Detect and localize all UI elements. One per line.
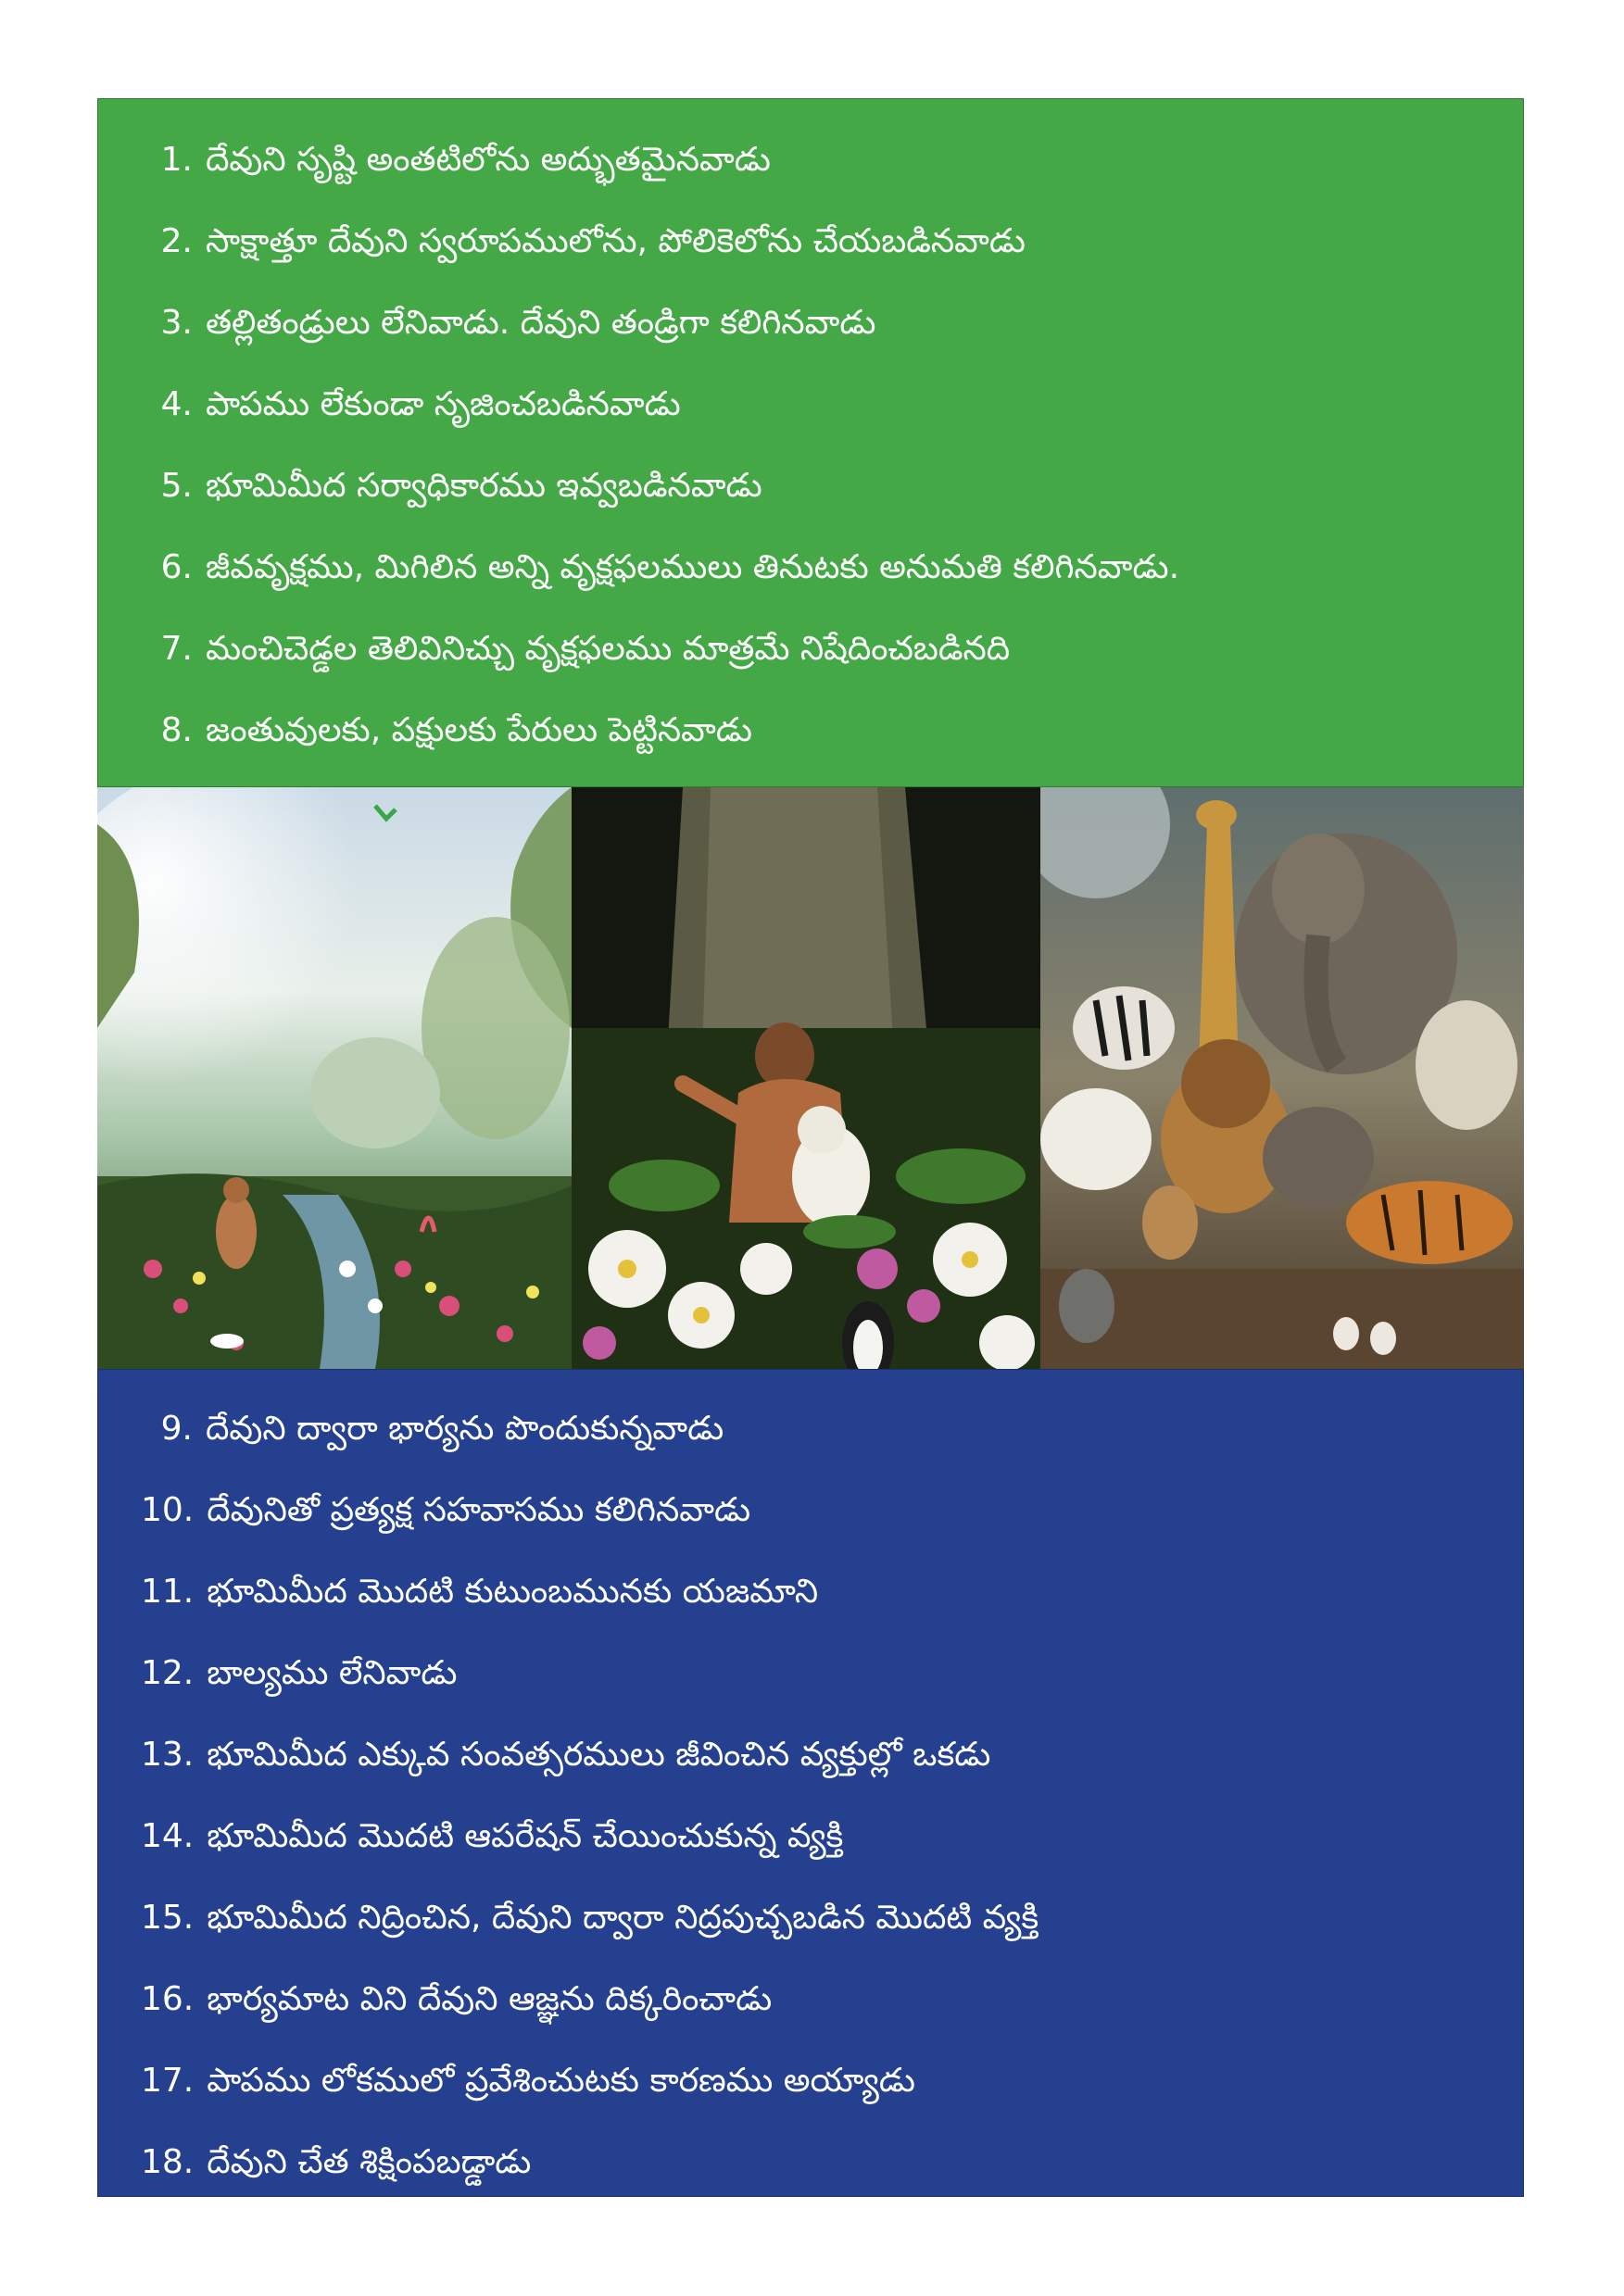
item-number: 5. <box>160 467 193 505</box>
item-number: 14. <box>141 1817 195 1855</box>
list-item <box>98 2040 1523 2122</box>
item-text: దేవుని సృష్టి అంతటిలోను అద్భుతమైనవాడు <box>206 141 771 179</box>
item-text: భూమిమీద ఎక్కువ సంవత్సరములు జీవించిన వ్యక్తుల్లో ఒకడు <box>207 1736 991 1774</box>
item-number: 12. <box>141 1654 195 1692</box>
animals-gathering-image <box>1040 787 1524 1369</box>
item-text: పాపము లోకములో ప్రవేశించుటకు కారణము అయ్యాడు <box>207 2062 915 2100</box>
item-text: భూమిమీద నిద్రించిన, దేవుని ద్వారా నిద్రపుచ్చబడిన మొదటి వ్యక్తి <box>207 1899 1039 1937</box>
adam-with-lamb-image <box>572 787 1040 1369</box>
item-number: 11. <box>141 1573 195 1611</box>
item-number: 1. <box>160 141 193 179</box>
list-item <box>98 690 1523 772</box>
item-number: 16. <box>141 1980 195 2018</box>
item-text: దేవుని చేత శిక్షింపబడ్డాడు <box>207 2143 532 2181</box>
item-text: భూమిమీద మొదటి ఆపరేషన్ చేయించుకున్న వ్యక్తి <box>207 1817 844 1855</box>
item-number: 7. <box>160 630 193 668</box>
item-text: దేవుని ద్వారా భార్యను పొందుకున్నవాడు <box>206 1410 724 1448</box>
list-item <box>98 1959 1523 2040</box>
top-list-panel <box>97 98 1524 787</box>
item-number: 18. <box>141 2143 195 2181</box>
item-text: సాక్షాత్తూ దేవుని స్వరూపములోను, పోలికెలోను చేయబడినవాడు <box>206 222 1026 260</box>
item-text: తల్లితండ్రులు లేనివాడు. దేవుని తండ్రిగా కలిగినవాడు <box>206 304 876 342</box>
item-number: 4. <box>160 385 193 423</box>
list-item <box>98 201 1523 282</box>
item-number: 3. <box>160 304 193 342</box>
item-text: మంచిచెడ్డల తెలివినిచ్చు వృక్షఫలము మాత్రమే నిషేదించబడినది <box>206 630 1011 668</box>
item-number: 2. <box>160 222 193 260</box>
item-text: దేవునితో ప్రత్యక్ష సహవాసము కలిగినవాడు <box>207 1491 751 1529</box>
item-number: 8. <box>160 711 193 749</box>
list-item <box>98 1388 1523 1470</box>
list-item <box>98 609 1523 690</box>
list-item <box>98 119 1523 201</box>
item-number: 17. <box>141 2062 195 2100</box>
list-item <box>98 1714 1523 1796</box>
item-number: 6. <box>160 548 193 586</box>
item-text: పాపము లేకుండా సృజించబడినవాడు <box>206 385 681 423</box>
item-number: 15. <box>141 1899 195 1937</box>
eden-garden-image <box>97 787 572 1369</box>
item-text: జంతువులకు, పక్షులకు పేరులు పెట్టినవాడు <box>206 711 752 749</box>
list-item <box>98 445 1523 527</box>
list-item <box>98 2122 1523 2203</box>
item-text: భూమిమీద సర్వాధికారము ఇవ్వబడినవాడు <box>206 467 762 505</box>
item-text: బాల్యము లేనివాడు <box>207 1654 458 1692</box>
list-item <box>98 1877 1523 1959</box>
list-item <box>98 282 1523 364</box>
item-text: భూమిమీద మొదటి కుటుంబమునకు యజమాని <box>207 1573 819 1611</box>
list-item <box>98 1796 1523 1877</box>
list-item <box>98 1470 1523 1551</box>
item-text: జీవవృక్షము, మిగిలిన అన్ని వృక్షఫలములు తినుటకు అనుమతి కలిగినవాడు. <box>206 548 1180 586</box>
image-strip <box>97 787 1524 1369</box>
item-text: భార్యమాట విని దేవుని ఆజ్ఞను దిక్కరించాడు <box>207 1980 773 2018</box>
list-item <box>98 1551 1523 1633</box>
item-number: 13. <box>141 1736 195 1774</box>
bottom-list-panel <box>97 1369 1524 2197</box>
item-number: 9. <box>160 1410 193 1448</box>
item-number: 10. <box>141 1491 195 1529</box>
list-item <box>98 364 1523 445</box>
list-item <box>98 1633 1523 1714</box>
list-item <box>98 527 1523 609</box>
